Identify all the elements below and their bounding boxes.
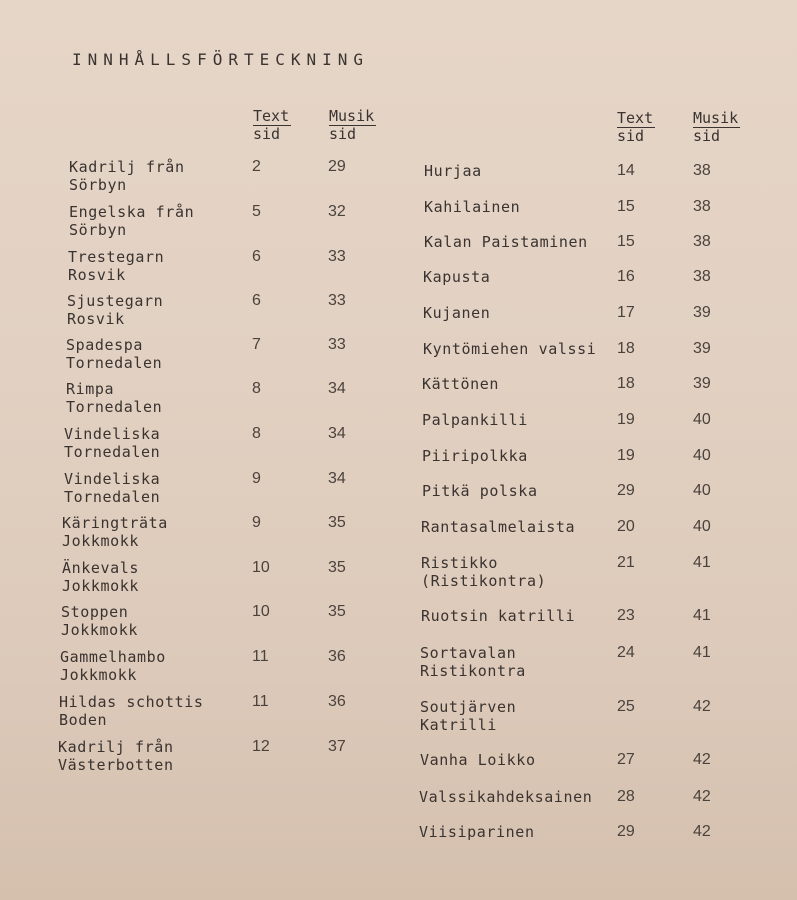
music-page-number: 33 [328, 248, 346, 265]
text-page-number: 18 [617, 340, 635, 357]
entry-title-line: Kättönen [422, 375, 500, 393]
entry-title-line: Rosvik [68, 266, 126, 284]
entry-title-line: Tornedalen [66, 398, 163, 416]
text-page-number: 10 [252, 559, 270, 576]
entry-title-line: Hurjaa [424, 162, 482, 180]
text-page-number: 24 [617, 644, 635, 661]
text-page-number: 19 [617, 411, 635, 428]
entry-title-line: Soutjärven [420, 698, 517, 716]
music-page-number: 41 [693, 554, 711, 571]
entry-title [421, 518, 575, 536]
music-page-number: 33 [328, 336, 346, 353]
text-page-number: 5 [252, 203, 261, 220]
entry-title-line: Katrilli [420, 716, 498, 734]
entry-title-line: Hildas schottis [59, 693, 204, 711]
text-page-number: 11 [252, 648, 269, 665]
entry-title-line: Ruotsin katrilli [421, 607, 576, 625]
entry-title-line: Jokkmokk [62, 577, 140, 595]
music-page-number: 35 [328, 559, 346, 576]
text-page-number: 28 [617, 788, 635, 805]
text-page-number: 2 [252, 158, 261, 175]
text-page-number: 14 [617, 162, 635, 179]
left-music-page-header [329, 108, 376, 143]
music-page-number: 40 [693, 447, 711, 464]
entry-title [422, 411, 528, 429]
music-header-label: Musik [329, 107, 375, 125]
text-page-number: 18 [617, 375, 635, 392]
music-page-number: 34 [328, 380, 346, 397]
entry-title [420, 751, 536, 769]
music-page-number: 38 [693, 162, 711, 179]
text-page-number: 8 [252, 425, 261, 442]
text-page-number: 23 [617, 607, 635, 624]
music-page-number: 32 [328, 203, 346, 220]
entry-title-line: Vanha Loikko [420, 751, 536, 769]
music-page-number: 33 [328, 292, 346, 309]
entry-title-line: Spadespa [66, 336, 144, 354]
text-page-number: 27 [617, 751, 635, 768]
entry-title-line: Sjustegarn [67, 292, 164, 310]
sid-header-label: sid [253, 125, 281, 143]
entry-title-line: Kapusta [423, 268, 491, 286]
sid-header-label: sid [693, 127, 721, 145]
entry-title [62, 514, 168, 550]
entry-title-line: Kalan Paistaminen [424, 233, 588, 251]
music-page-number: 40 [693, 411, 711, 428]
entry-title [422, 447, 528, 465]
text-page-number: 21 [617, 554, 635, 571]
entry-title-line: Gammelhambo [60, 648, 166, 666]
entry-title [58, 738, 174, 774]
entry-title-line: Tornedalen [64, 443, 161, 461]
entry-title-line: Kadrilj från [58, 738, 174, 756]
entry-title [423, 304, 490, 322]
entry-title-line: Kadrilj från [69, 158, 185, 176]
text-page-number: 16 [617, 268, 635, 285]
music-page-number: 39 [693, 304, 711, 321]
entry-title [424, 233, 588, 251]
text-page-number: 29 [617, 482, 635, 499]
entry-title-line: Rosvik [67, 310, 125, 328]
entry-title-line: Piiripolkka [422, 447, 528, 465]
entry-title [68, 248, 164, 284]
entry-title-line: Jokkmokk [61, 621, 139, 639]
entry-title [69, 203, 194, 239]
text-header-label: Text [253, 107, 290, 125]
entry-title [420, 644, 526, 680]
entry-title-line: Sörbyn [69, 221, 127, 239]
entry-title [422, 482, 538, 500]
music-page-number: 37 [328, 738, 346, 755]
text-page-number: 9 [252, 514, 261, 531]
entry-title [419, 823, 535, 841]
entry-title-line: Jokkmokk [60, 666, 138, 684]
entry-title-line: Västerbotten [58, 756, 174, 774]
sid-header-label: sid [329, 125, 357, 143]
text-page-number: 25 [617, 698, 635, 715]
entry-title [61, 603, 138, 639]
entry-title [69, 158, 185, 194]
entry-title [60, 648, 166, 684]
right-text-page-header [617, 110, 655, 145]
entry-title [64, 425, 160, 461]
entry-title [424, 162, 482, 180]
entry-title-line: Viisiparinen [419, 823, 535, 841]
page-title: INNHÅLLSFÖRTECKNING [72, 50, 370, 69]
text-header-label: Text [617, 109, 654, 127]
entry-title-line: Änkevals [62, 559, 140, 577]
right-music-page-header [693, 110, 740, 145]
entry-title-line: (Ristikontra) [421, 572, 547, 590]
text-page-number: 10 [252, 603, 270, 620]
entry-title [66, 380, 162, 416]
entry-title-line: Palpankilli [422, 411, 528, 429]
entry-title-line: Tornedalen [66, 354, 163, 372]
music-page-number: 40 [693, 518, 711, 535]
text-page-number: 15 [617, 198, 635, 215]
music-page-number: 35 [328, 603, 346, 620]
entry-title-line: Tornedalen [64, 488, 161, 506]
music-page-number: 41 [693, 644, 711, 661]
entry-title-line: Stoppen [61, 603, 129, 621]
music-page-number: 39 [693, 375, 711, 392]
entry-title [422, 375, 499, 393]
text-page-number: 11 [252, 693, 269, 710]
text-page-number: 20 [617, 518, 635, 535]
entry-title [423, 340, 596, 358]
entry-title-line: Ristikko [421, 554, 499, 572]
entry-title [420, 698, 516, 734]
text-page-number: 9 [252, 470, 261, 487]
entry-title [423, 268, 490, 286]
entry-title [66, 336, 162, 372]
music-page-number: 38 [693, 198, 711, 215]
entry-title-line: Boden [59, 711, 108, 729]
sid-header-label: sid [617, 127, 645, 145]
music-page-number: 35 [328, 514, 346, 531]
text-page-number: 29 [617, 823, 635, 840]
entry-title-line: Kyntömiehen valssi [423, 340, 597, 358]
entry-title [59, 693, 203, 729]
music-page-number: 42 [693, 751, 711, 768]
text-page-number: 17 [617, 304, 635, 321]
entry-title [62, 559, 139, 595]
music-page-number: 38 [693, 268, 711, 285]
entry-title-line: Vindeliska [64, 425, 161, 443]
music-page-number: 36 [328, 693, 346, 710]
text-page-number: 6 [252, 248, 261, 265]
entry-title-line: Kujanen [423, 304, 491, 322]
text-page-number: 19 [617, 447, 635, 464]
music-page-number: 42 [693, 823, 711, 840]
entry-title-line: Trestegarn [68, 248, 165, 266]
music-page-number: 34 [328, 470, 346, 487]
music-page-number: 42 [693, 698, 711, 715]
music-page-number: 39 [693, 340, 711, 357]
entry-title [421, 554, 546, 590]
entry-title [424, 198, 520, 216]
entry-title-line: Pitkä polska [422, 482, 538, 500]
entry-title [419, 788, 592, 806]
entry-title-line: Sortavalan [420, 644, 517, 662]
text-page-number: 6 [252, 292, 261, 309]
entry-title-line: Rimpa [66, 380, 115, 398]
music-page-number: 42 [693, 788, 711, 805]
entry-title-line: Kahilainen [424, 198, 521, 216]
text-page-number: 12 [252, 738, 270, 755]
entry-title [421, 607, 575, 625]
music-page-number: 34 [328, 425, 346, 442]
music-page-number: 38 [693, 233, 711, 250]
entry-title [67, 292, 163, 328]
music-page-number: 41 [693, 607, 711, 624]
entry-title-line: Vindeliska [64, 470, 161, 488]
music-page-number: 36 [328, 648, 346, 665]
entry-title-line: Ristikontra [420, 662, 526, 680]
music-page-number: 40 [693, 482, 711, 499]
text-page-number: 7 [252, 336, 261, 353]
entry-title [64, 470, 160, 506]
left-text-page-header [253, 108, 291, 143]
entry-title-line: Sörbyn [69, 176, 127, 194]
music-page-number: 29 [328, 158, 346, 175]
entry-title-line: Käringträta [62, 514, 168, 532]
text-page-number: 8 [252, 380, 261, 397]
music-header-label: Musik [693, 109, 739, 127]
entry-title-line: Valssikahdeksainen [419, 788, 593, 806]
entry-title-line: Rantasalmelaista [421, 518, 576, 536]
entry-title-line: Jokkmokk [62, 532, 140, 550]
text-page-number: 15 [617, 233, 635, 250]
entry-title-line: Engelska från [69, 203, 195, 221]
